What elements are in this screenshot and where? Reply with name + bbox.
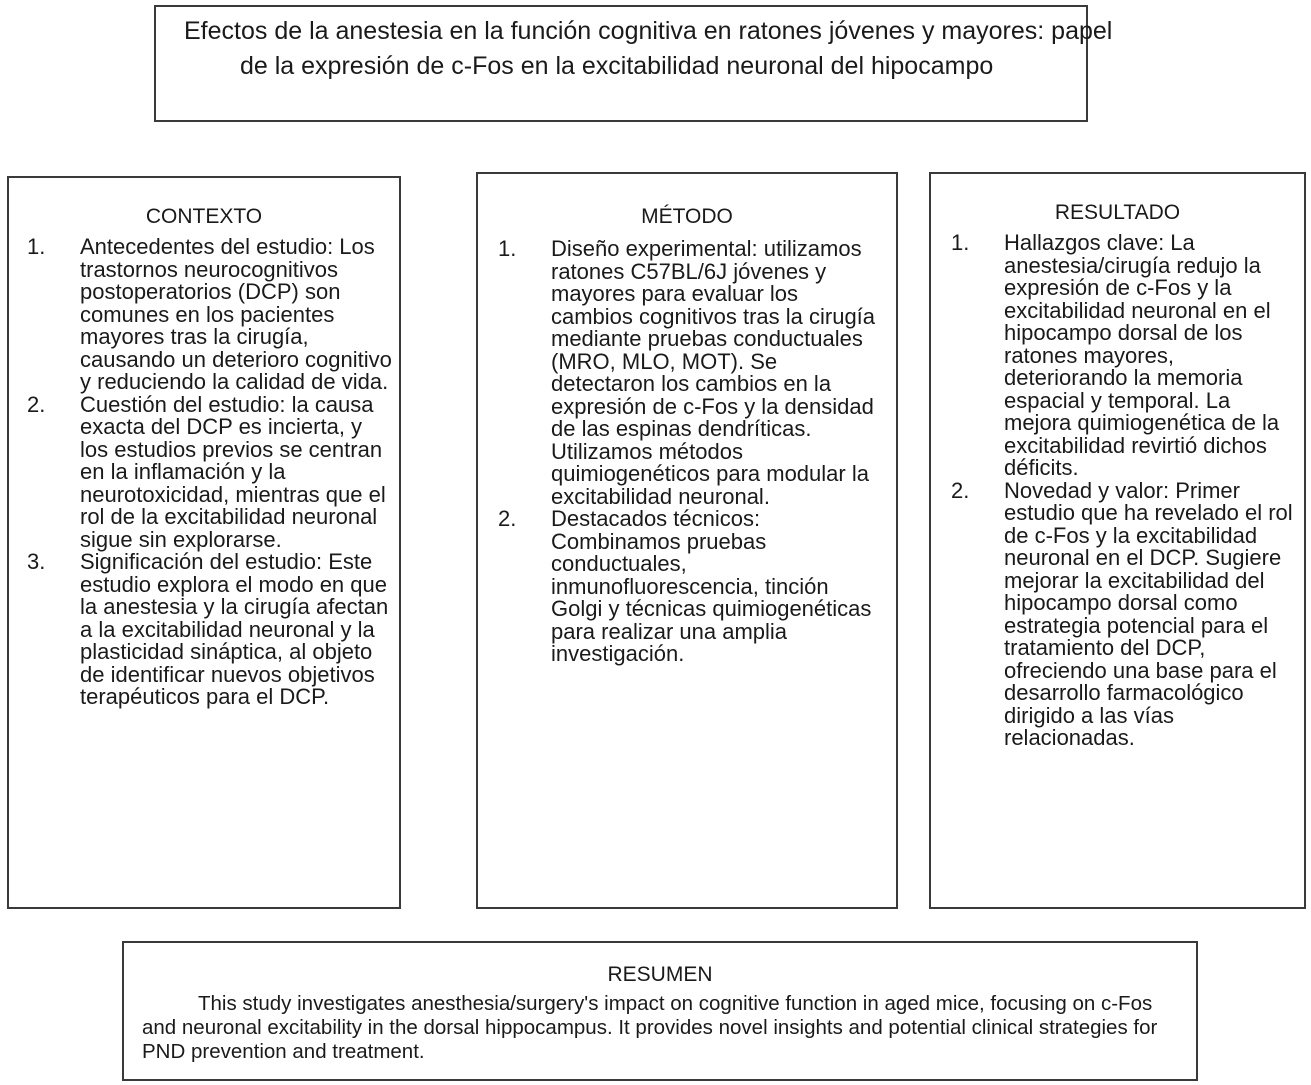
item-text: Significación del estudio: Este estudio explora el modo en que la anestesia y la cirugía afectan a la excitabilidad neuronal y la plasticidad sináptica, al objeto de identificar nuevos objetivos terapéuticos para el DCP. [80, 549, 389, 709]
contexto-item [27, 236, 393, 394]
contexto-heading: CONTEXTO [145, 205, 263, 228]
item-number: 3. [27, 549, 46, 574]
metodo-item [498, 508, 882, 666]
resumen-text: This study investigates anesthesia/surgery's impact on cognitive function in aged mice, focusing on c-Fos and neuronal excitability in the dorsal hippocampus. It provides novel insights and potential clinical strategies for PND prevention and treatment. [142, 992, 1158, 1063]
metodo-item [498, 238, 882, 508]
resumen-heading: RESUMEN [607, 963, 713, 986]
contexto-box [7, 176, 401, 909]
resultado-heading: RESULTADO [1054, 201, 1181, 224]
resultado-item [951, 232, 1301, 480]
resumen-box [122, 941, 1198, 1081]
diagram-title: Efectos de la anestesia en la función cognitiva en ratones jóvenes y mayores: papel de la expresión de c-Fos en la excitabilidad neuronal del hipocampo [184, 17, 1113, 80]
metodo-list [498, 238, 882, 666]
item-text: Destacados técnicos: Combinamos pruebas conductuales, inmunofluorescencia, tinción Golgi y técnicas quimiogenéticas para realizar una amplia investigación. [551, 506, 872, 666]
metodo-box [476, 172, 898, 909]
item-text: Hallazgos clave: La anestesia/cirugía redujo la expresión de c-Fos y la excitabilidad neuronal en el hipocampo dorsal de los ratones mayores, deteriorando la memoria espacial y temporal. La mejora quimiogenética de la excitabilidad revirtió dichos déficits. [1004, 230, 1280, 480]
metodo-heading: MÉTODO [641, 205, 733, 228]
item-text: Diseño experimental: utilizamos ratones C57BL/6J jóvenes y mayores para evaluar los cambios cognitivos tras la cirugía mediante pruebas conductuales (MRO, MLO, MOT). Se detectaron los cambios en la expresión de c-Fos y la densidad de las espinas dendríticas. Utilizamos métodos quimiogenéticos para modular la excitabilidad neuronal. [551, 236, 876, 509]
resultado-box [929, 172, 1306, 909]
item-number: 1. [27, 234, 46, 259]
resultado-list [951, 232, 1301, 750]
item-number: 2. [498, 506, 517, 531]
contexto-item [27, 551, 393, 709]
item-text: Cuestión del estudio: la causa exacta del DCP es incierta, y los estudios previos se centran en la inflamación y la neurotoxicidad, mientras que el rol de la excitabilidad neuronal sigue sin explorarse. [80, 391, 386, 552]
item-number: 1. [951, 230, 970, 255]
contexto-item [27, 391, 393, 552]
item-number: 1. [498, 236, 517, 261]
item-number: 2. [951, 477, 970, 503]
item-text: Novedad y valor: Primer estudio que ha revelado el rol de c-Fos y la excitabilidad neuronal en el DCP. Sugiere mejorar la excitabilidad del hipocampo dorsal como estrategia potencial para el tratamiento del DCP, ofreciendo una base para el desarrollo farmacológico dirigido a las vías relacionadas. [1004, 477, 1293, 750]
resultado-item [951, 477, 1301, 750]
item-number: 2. [27, 391, 46, 417]
contexto-list [27, 236, 393, 709]
item-text: Antecedentes del estudio: Los trastornos neurocognitivos postoperatorios (DCP) son comunes en los pacientes mayores tras la cirugía, causando un deterioro cognitivo y reduciendo la calidad de vida. [80, 234, 392, 394]
title-box [154, 5, 1113, 122]
